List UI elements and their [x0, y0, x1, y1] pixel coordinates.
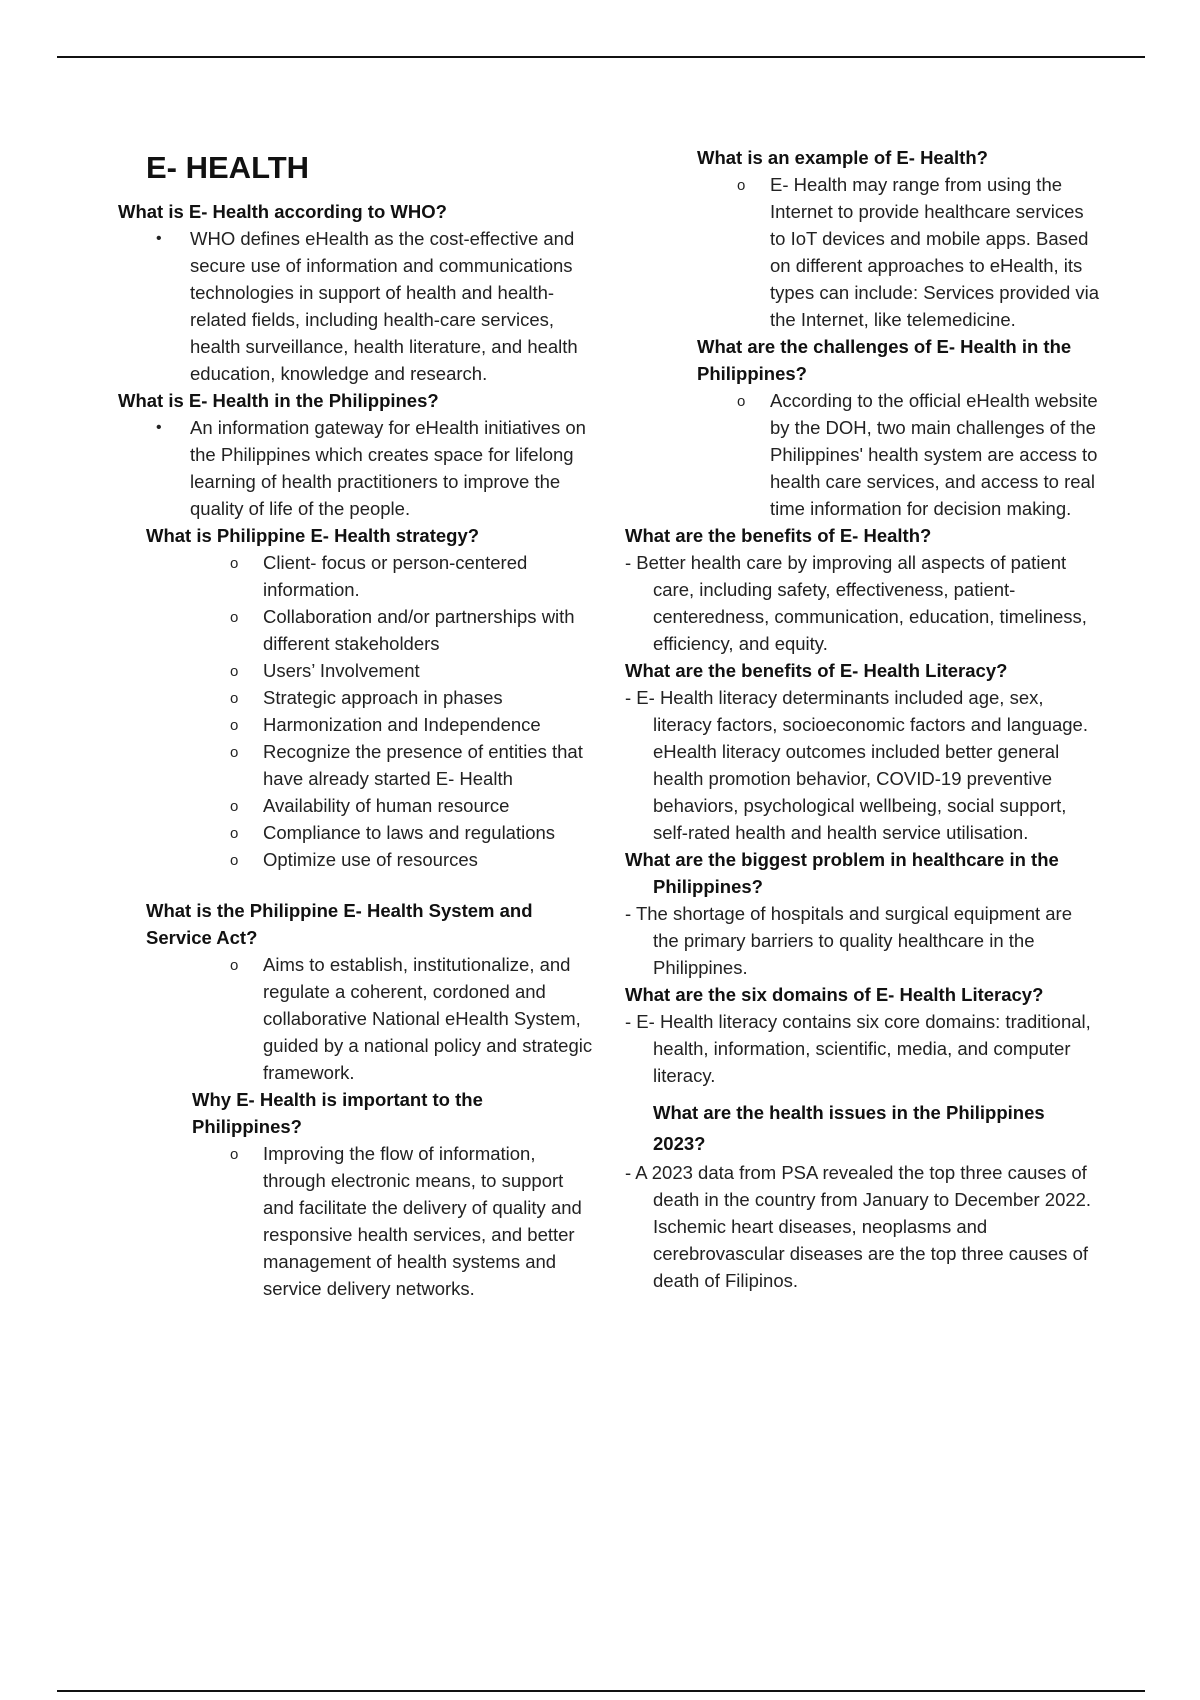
answer-philippines-list	[118, 414, 593, 522]
list-item: o Availability of human resource	[263, 792, 593, 819]
answer-health-issues: - A 2023 data from PSA revealed the top three causes of death in the country from January to December 2022. Ischemic heart diseases, neoplasms and cerebrovascular diseases are the top three causes of death of Filipinos.	[625, 1162, 1092, 1291]
question-example: What is an example of E- Health?	[697, 147, 988, 168]
list-item: • WHO defines eHealth as the cost-effective and secure use of information and communications technologies in support of health and health-related fields, including health-care services, health surveillance, health literature, and health education, knowledge and research.	[190, 225, 593, 387]
circle-bullet-icon: o	[737, 393, 746, 410]
list-item: o Harmonization and Independence	[263, 711, 593, 738]
bullet-icon: •	[156, 230, 162, 247]
strategy-list	[118, 549, 593, 873]
circle-bullet-icon: o	[230, 663, 239, 680]
example-list	[625, 171, 1100, 333]
circle-bullet-icon: o	[230, 744, 239, 761]
question-six-domains: What are the six domains of E- Health Literacy?	[625, 984, 1044, 1005]
question-health-issues: What are the health issues in the Philippines 2023?	[653, 1102, 1045, 1154]
circle-bullet-icon: o	[230, 825, 239, 842]
circle-bullet-icon: o	[230, 690, 239, 707]
answer-six-domains: - E- Health literacy contains six core domains: traditional, health, information, scientific, media, and computer literacy.	[625, 1011, 1091, 1086]
document-title: E- HEALTH	[146, 150, 310, 185]
question-literacy-benefits: What are the benefits of E- Health Literacy?	[625, 660, 1008, 681]
answer-biggest-problem: - The shortage of hospitals and surgical equipment are the primary barriers to quality healthcare in the Philippines.	[625, 903, 1073, 978]
challenges-list	[625, 387, 1100, 522]
question-challenges: What are the challenges of E- Health in the Philippines?	[697, 336, 1072, 384]
list-item: o Compliance to laws and regulations	[263, 819, 593, 846]
question-importance: Why E- Health is important to the Philippines?	[192, 1089, 483, 1137]
list-item: o Recognize the presence of entities that have already started E- Health	[230, 741, 583, 789]
list-item: o Optimize use of resources	[263, 846, 593, 873]
list-item: o Aims to establish, institutionalize, and regulate a coherent, cordoned and collaborative National eHealth System, guided by a national policy and strategic framework.	[230, 954, 593, 1083]
answer-benefits: - Better health care by improving all aspects of patient care, including safety, effectiveness, patient-centeredness, communication, education, timeliness, efficiency, and equity.	[625, 552, 1087, 654]
circle-bullet-icon: o	[230, 1146, 239, 1163]
bullet-icon: •	[156, 419, 162, 436]
circle-bullet-icon: o	[230, 798, 239, 815]
answer-literacy-benefits: - E- Health literacy determinants included age, sex, literacy factors, socioeconomic factors and language. eHealth literacy outcomes included better general health promotion behavior, COVID-19 preventive behaviors, psychological wellbeing, social support, self-rated health and health service utilisation.	[625, 687, 1088, 843]
left-column	[118, 148, 593, 1302]
question-strategy: What is Philippine E- Health strategy?	[146, 525, 480, 546]
question-system-act: What is the Philippine E- Health System and Service Act?	[146, 900, 533, 948]
circle-bullet-icon: o	[230, 852, 239, 869]
list-item: o Strategic approach in phases	[263, 684, 593, 711]
list-item: o According to the official eHealth website by the DOH, two main challenges of the Philippines' health system are access to health care services, and access to real time information for decision making.	[737, 390, 1098, 519]
top-rule	[57, 56, 1145, 58]
question-philippines: What is E- Health in the Philippines?	[118, 390, 439, 411]
circle-bullet-icon: o	[230, 957, 239, 974]
list-item: o Collaboration and/or partnerships with different stakeholders	[230, 606, 575, 654]
list-item: o E- Health may range from using the Internet to provide healthcare services to IoT devices and mobile apps. Based on different approaches to eHealth, its types can include: Services provided via the Internet, like telemedicine.	[737, 174, 1100, 330]
answer-who-list	[118, 225, 593, 387]
right-column	[625, 144, 1100, 1294]
question-benefits: What are the benefits of E- Health?	[625, 525, 932, 546]
circle-bullet-icon: o	[230, 717, 239, 734]
importance-list	[118, 1140, 593, 1302]
list-item: o Client- focus or person-centered information.	[230, 552, 528, 600]
list-item: o Improving the flow of information, through electronic means, to support and facilitate the delivery of quality and responsive health services, and better management of health systems and service delivery networks.	[230, 1143, 582, 1299]
system-act-list	[118, 951, 593, 1086]
list-item: o Users’ Involvement	[263, 657, 593, 684]
circle-bullet-icon: o	[230, 555, 239, 572]
question-who: What is E- Health according to WHO?	[118, 201, 447, 222]
circle-bullet-icon: o	[230, 609, 239, 626]
list-item: • An information gateway for eHealth initiatives on the Philippines which creates space for lifelong learning of health practitioners to improve the quality of life of the people.	[190, 414, 593, 522]
circle-bullet-icon: o	[737, 177, 746, 194]
bottom-rule	[57, 1690, 1145, 1692]
question-biggest-problem: What are the biggest problem in healthcare in the Philippines?	[625, 849, 1059, 897]
